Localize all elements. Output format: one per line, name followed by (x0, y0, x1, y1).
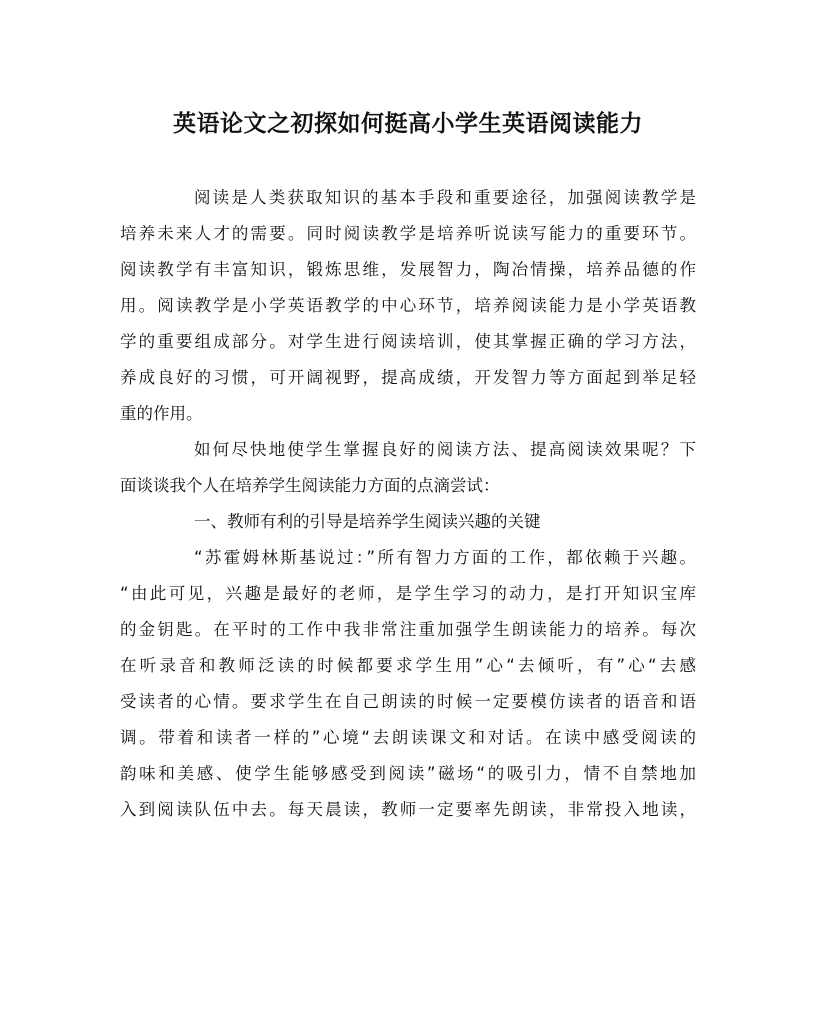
paragraph-line: 的金钥匙。在平时的工作中我非常注重加强学生朗读能力的培养。每次 (120, 620, 696, 639)
paragraph-line: 入到阅读队伍中去。每天晨读，教师一定要率先朗读，非常投入地读， (120, 800, 696, 819)
document-body (120, 180, 696, 828)
paragraph-3 (120, 540, 696, 828)
paragraph-line: “由此可见，兴趣是最好的老师，是学生学习的动力，是打开知识宝库 (120, 584, 696, 603)
paragraph-line: 养成良好的习惯，可开阔视野，提高成绩，开发智力等方面起到举足轻 (120, 368, 696, 387)
document-title: 英语论文之初探如何挺高小学生英语阅读能力 (173, 110, 643, 137)
paragraph-line: 面谈谈我个人在培养学生阅读能力方面的点滴尝试： (120, 476, 500, 495)
paragraph-line: 阅读教学有丰富知识，锻炼思维，发展智力，陶冶情操，培养品德的作 (120, 260, 696, 279)
paragraph-line: 韵味和美感、使学生能够感受到阅读”磁场“的吸引力，情不自禁地加 (120, 764, 696, 783)
section-heading: 一、教师有利的引导是培养学生阅读兴趣的关键 (194, 512, 541, 531)
paragraph-line: 重的作用。 (120, 404, 203, 423)
paragraph-line: 调。带着和读者一样的”心境“去朗读课文和对话。在读中感受阅读的 (120, 728, 696, 747)
paragraph-line: 如何尽快地使学生掌握良好的阅读方法、提高阅读效果呢？下 (194, 440, 696, 459)
paragraph-line: 培养未来人才的需要。同时阅读教学是培养听说读写能力的重要环节。 (120, 224, 696, 243)
paragraph-line: 学的重要组成部分。对学生进行阅读培训，使其掌握正确的学习方法， (120, 332, 696, 351)
paragraph-line: 用。阅读教学是小学英语教学的中心环节，培养阅读能力是小学英语教 (120, 296, 696, 315)
paragraph-2 (120, 432, 696, 504)
paragraph-line: 受读者的心情。要求学生在自己朗读的时候一定要模仿读者的语音和语 (120, 692, 696, 711)
paragraph-line: 在听录音和教师泛读的时候都要求学生用”心“去倾听，有”心“去感 (120, 656, 696, 675)
paragraph-1 (120, 180, 696, 432)
paragraph-line: “苏霍姆林斯基说过：”所有智力方面的工作，都依赖于兴趣。 (194, 548, 696, 567)
paragraph-line: 阅读是人类获取知识的基本手段和重要途径，加强阅读教学是 (194, 188, 696, 207)
